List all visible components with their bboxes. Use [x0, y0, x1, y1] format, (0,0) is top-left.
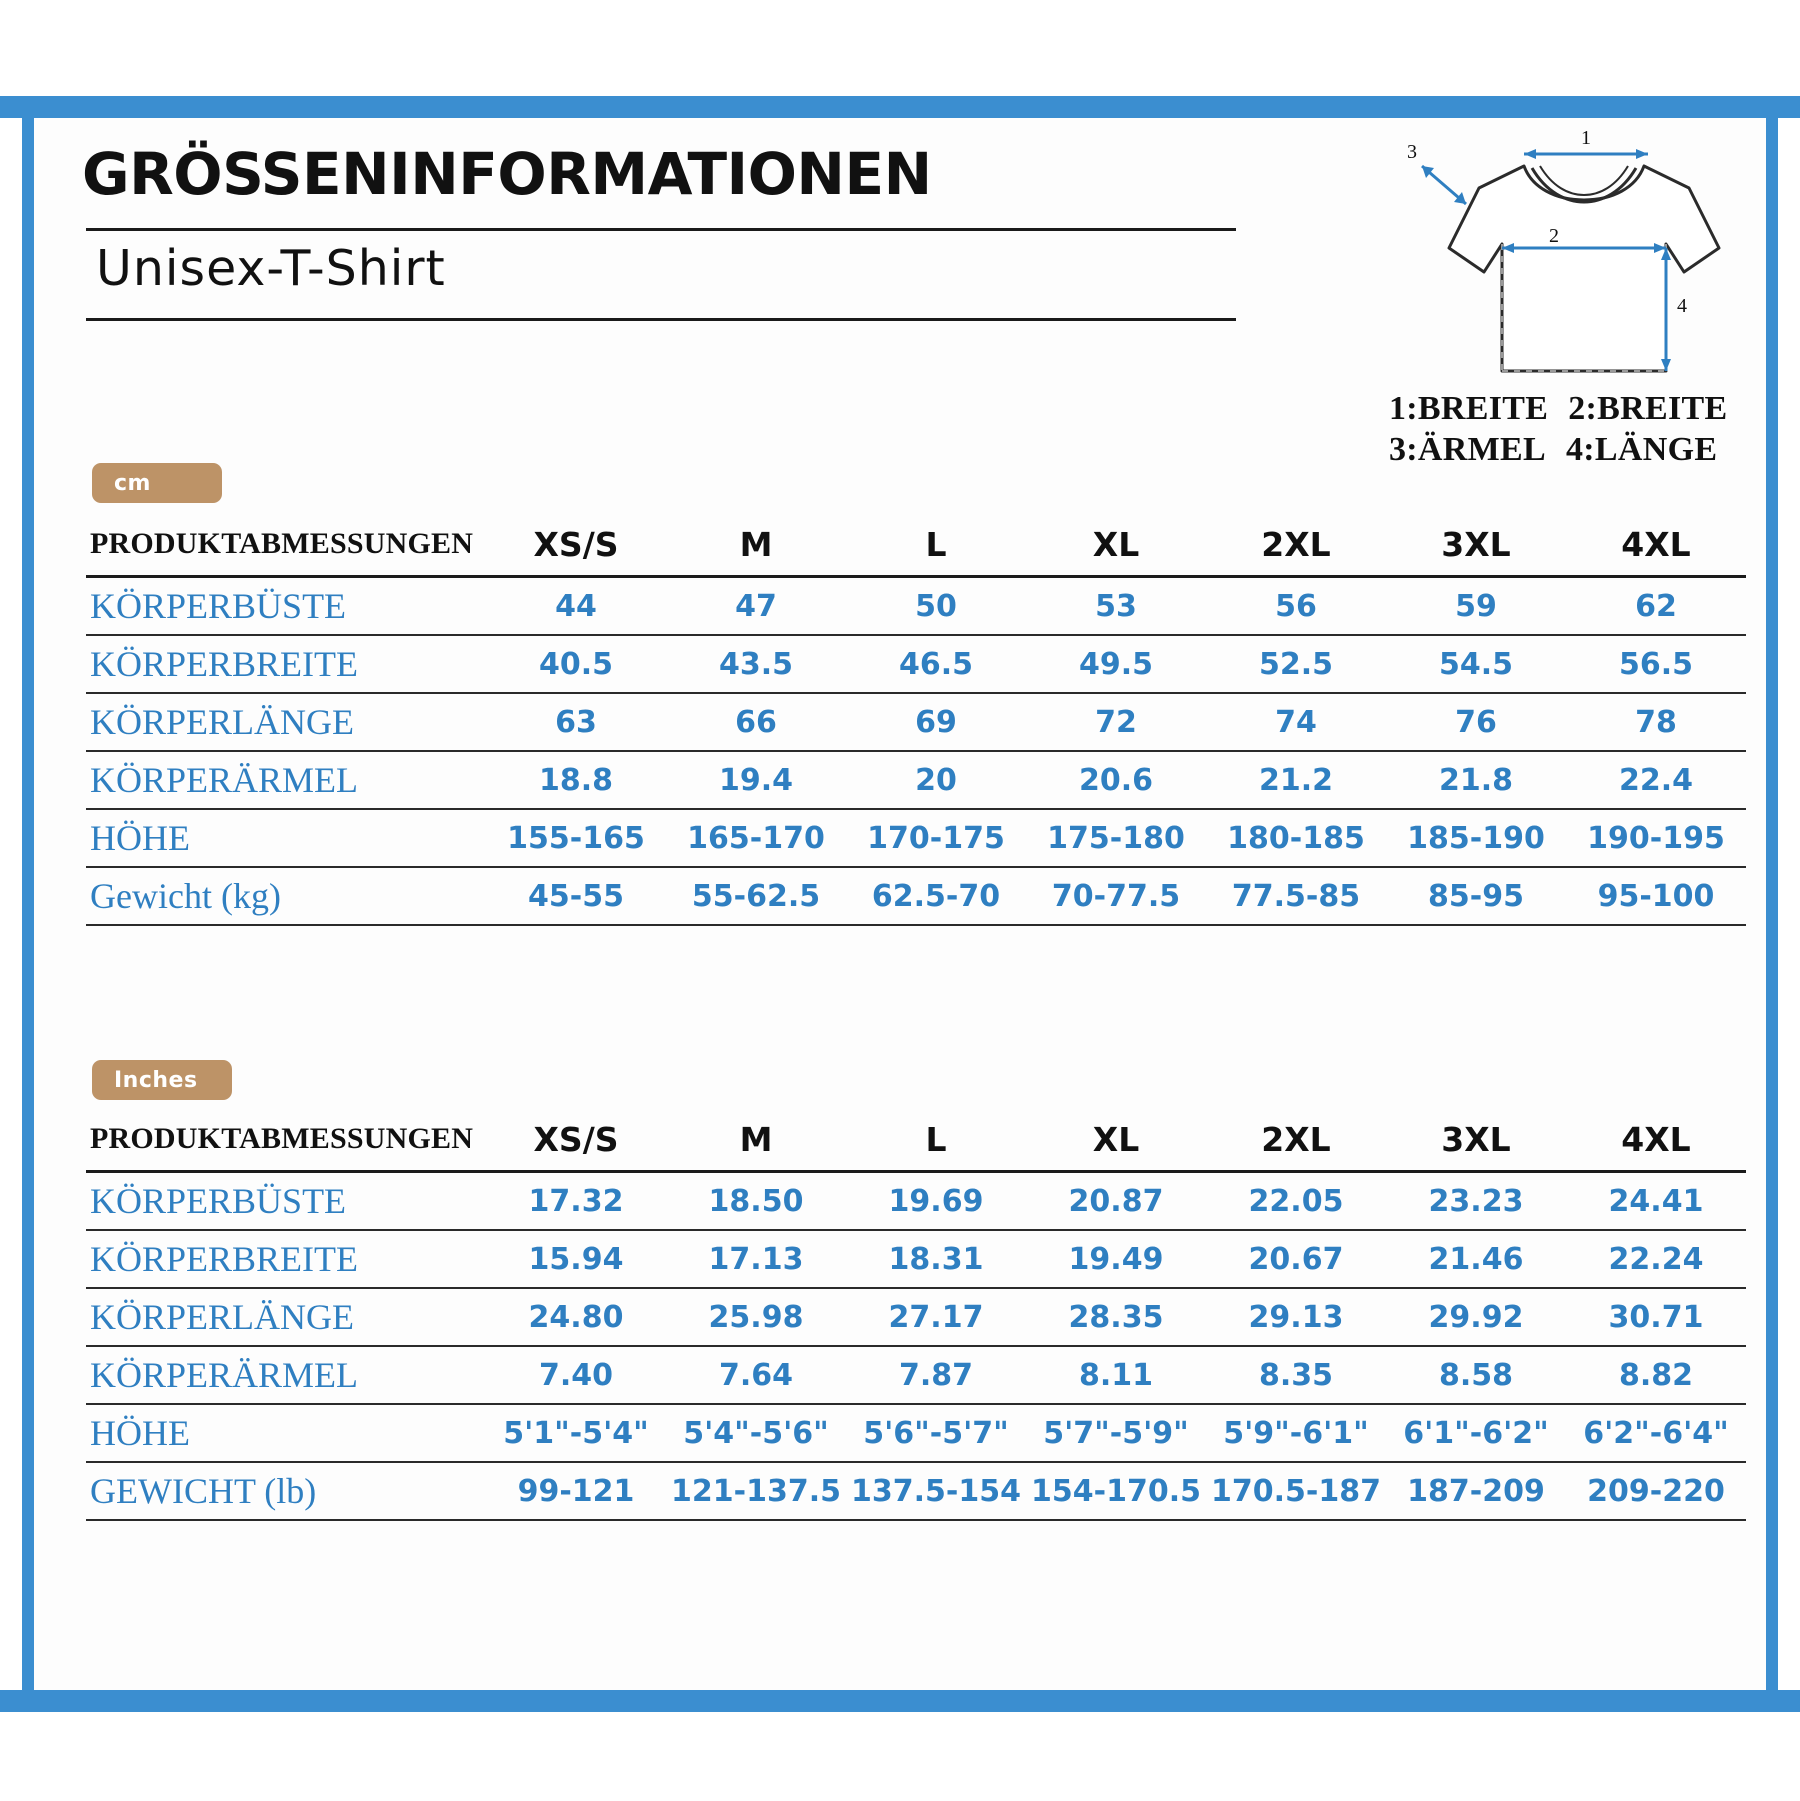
- cell-aermel-xl-in: 8.11: [1026, 1346, 1206, 1404]
- cell-hoehe-2xl-in: 5'9"-6'1": [1206, 1404, 1386, 1462]
- row-label-aermel-cm: KÖRPERÄRMEL: [86, 751, 486, 809]
- column-header-measure-in: PRODUKTABMESSUNGEN: [86, 1108, 486, 1172]
- cell-gewicht-m-kg: 55-62.5: [666, 867, 846, 925]
- cell-buste-xss-cm: 44: [486, 577, 666, 636]
- cell-buste-3xl-in: 23.23: [1386, 1172, 1566, 1231]
- content-inner: [34, 118, 1766, 1690]
- column-header-l-cm: L: [846, 513, 1026, 577]
- cell-buste-xl-in: 20.87: [1026, 1172, 1206, 1231]
- cell-laenge-m-in: 25.98: [666, 1288, 846, 1346]
- row-label-hoehe-cm: HÖHE: [86, 809, 486, 867]
- cell-buste-2xl-cm: 56: [1206, 577, 1386, 636]
- top-accent-bar: [0, 96, 1800, 118]
- row-label-hoehe-in: HÖHE: [86, 1404, 486, 1462]
- bottom-accent-bar: [0, 1690, 1800, 1712]
- cell-buste-xl-cm: 53: [1026, 577, 1206, 636]
- tshirt-icon: [1404, 126, 1764, 396]
- cell-laenge-4xl-in: 30.71: [1566, 1288, 1746, 1346]
- cell-breite-xl-cm: 49.5: [1026, 635, 1206, 693]
- cell-laenge-4xl-cm: 78: [1566, 693, 1746, 751]
- table-row: [86, 635, 1746, 693]
- cell-hoehe-xss-in: 5'1"-5'4": [486, 1404, 666, 1462]
- cell-gewicht-2xl-kg: 77.5-85: [1206, 867, 1386, 925]
- diagram-marker-2: 2: [1549, 225, 1559, 247]
- cell-gewicht-2xl-lb: 170.5-187: [1206, 1462, 1386, 1520]
- column-header-measure-cm: PRODUKTABMESSUNGEN: [86, 513, 486, 577]
- column-header-xl-in: XL: [1026, 1108, 1206, 1172]
- cell-hoehe-xl-in: 5'7"-5'9": [1026, 1404, 1206, 1462]
- cell-aermel-l-in: 7.87: [846, 1346, 1026, 1404]
- table-row: [86, 1346, 1746, 1404]
- column-header-2xl-cm: 2XL: [1206, 513, 1386, 577]
- unit-badge-inches: Inches: [92, 1060, 232, 1100]
- cell-hoehe-4xl-in: 6'2"-6'4": [1566, 1404, 1746, 1462]
- cell-breite-l-cm: 46.5: [846, 635, 1026, 693]
- table-row: [86, 751, 1746, 809]
- cell-breite-xss-in: 15.94: [486, 1230, 666, 1288]
- cell-hoehe-3xl-cm: 185-190: [1386, 809, 1566, 867]
- cell-buste-l-in: 19.69: [846, 1172, 1026, 1231]
- cell-hoehe-m-in: 5'4"-5'6": [666, 1404, 846, 1462]
- divider-top: [86, 228, 1236, 231]
- diagram-legend: [1389, 388, 1789, 471]
- size-table-inches: [86, 1108, 1746, 1521]
- diagram-marker-3: 3: [1407, 141, 1417, 163]
- column-header-m-in: M: [666, 1108, 846, 1172]
- cell-laenge-l-cm: 69: [846, 693, 1026, 751]
- cell-gewicht-4xl-kg: 95-100: [1566, 867, 1746, 925]
- cell-gewicht-xss-lb: 99-121: [486, 1462, 666, 1520]
- table-row: [86, 1172, 1746, 1231]
- column-header-xl-cm: XL: [1026, 513, 1206, 577]
- cell-buste-m-cm: 47: [666, 577, 846, 636]
- size-table-cm: [86, 513, 1746, 926]
- cell-breite-4xl-in: 22.24: [1566, 1230, 1746, 1288]
- row-label-breite-in: KÖRPERBREITE: [86, 1230, 486, 1288]
- cell-breite-m-cm: 43.5: [666, 635, 846, 693]
- cell-aermel-m-cm: 19.4: [666, 751, 846, 809]
- cell-buste-4xl-cm: 62: [1566, 577, 1746, 636]
- row-label-buste-cm: KÖRPERBÜSTE: [86, 577, 486, 636]
- cell-laenge-2xl-cm: 74: [1206, 693, 1386, 751]
- column-header-xss-in: XS/S: [486, 1108, 666, 1172]
- column-header-4xl-cm: 4XL: [1566, 513, 1746, 577]
- column-header-2xl-in: 2XL: [1206, 1108, 1386, 1172]
- table-row: [86, 1230, 1746, 1288]
- cell-breite-3xl-cm: 54.5: [1386, 635, 1566, 693]
- cell-buste-3xl-cm: 59: [1386, 577, 1566, 636]
- cell-breite-l-in: 18.31: [846, 1230, 1026, 1288]
- cell-aermel-xss-cm: 18.8: [486, 751, 666, 809]
- cell-gewicht-xl-kg: 70-77.5: [1026, 867, 1206, 925]
- cell-aermel-xl-cm: 20.6: [1026, 751, 1206, 809]
- cell-breite-3xl-in: 21.46: [1386, 1230, 1566, 1288]
- cell-breite-2xl-cm: 52.5: [1206, 635, 1386, 693]
- cell-laenge-3xl-in: 29.92: [1386, 1288, 1566, 1346]
- legend-item-1: 1:BREITE: [1389, 390, 1549, 427]
- cell-hoehe-3xl-in: 6'1"-6'2": [1386, 1404, 1566, 1462]
- table-row: [86, 577, 1746, 636]
- table-row: [86, 1404, 1746, 1462]
- cell-gewicht-l-lb: 137.5-154: [846, 1462, 1026, 1520]
- cell-hoehe-m-cm: 165-170: [666, 809, 846, 867]
- cell-breite-2xl-in: 20.67: [1206, 1230, 1386, 1288]
- cell-gewicht-m-lb: 121-137.5: [666, 1462, 846, 1520]
- cell-hoehe-2xl-cm: 180-185: [1206, 809, 1386, 867]
- cell-breite-xss-cm: 40.5: [486, 635, 666, 693]
- table-row: [86, 867, 1746, 925]
- cell-gewicht-xl-lb: 154-170.5: [1026, 1462, 1206, 1520]
- cell-buste-4xl-in: 24.41: [1566, 1172, 1746, 1231]
- row-label-buste-in: KÖRPERBÜSTE: [86, 1172, 486, 1231]
- row-label-aermel-in: KÖRPERÄRMEL: [86, 1346, 486, 1404]
- row-label-laenge-cm: KÖRPERLÄNGE: [86, 693, 486, 751]
- cell-aermel-3xl-cm: 21.8: [1386, 751, 1566, 809]
- column-header-4xl-in: 4XL: [1566, 1108, 1746, 1172]
- row-label-gewicht-kg: Gewicht (kg): [86, 867, 486, 925]
- cell-aermel-2xl-in: 8.35: [1206, 1346, 1386, 1404]
- cell-laenge-l-in: 27.17: [846, 1288, 1026, 1346]
- row-label-laenge-in: KÖRPERLÄNGE: [86, 1288, 486, 1346]
- cell-gewicht-3xl-lb: 187-209: [1386, 1462, 1566, 1520]
- cell-gewicht-l-kg: 62.5-70: [846, 867, 1026, 925]
- cell-buste-m-in: 18.50: [666, 1172, 846, 1231]
- cell-aermel-l-cm: 20: [846, 751, 1026, 809]
- page-title: GRÖSSENINFORMATIONEN: [82, 140, 932, 208]
- table-header-row-inches: [86, 1108, 1746, 1172]
- cell-breite-4xl-cm: 56.5: [1566, 635, 1746, 693]
- cell-aermel-2xl-cm: 21.2: [1206, 751, 1386, 809]
- table-row: [86, 693, 1746, 751]
- diagram-marker-4: 4: [1677, 295, 1687, 317]
- cell-aermel-4xl-in: 8.82: [1566, 1346, 1746, 1404]
- column-header-3xl-in: 3XL: [1386, 1108, 1566, 1172]
- column-header-m-cm: M: [666, 513, 846, 577]
- cell-gewicht-4xl-lb: 209-220: [1566, 1462, 1746, 1520]
- cell-breite-m-in: 17.13: [666, 1230, 846, 1288]
- cell-laenge-xl-in: 28.35: [1026, 1288, 1206, 1346]
- cell-aermel-xss-in: 7.40: [486, 1346, 666, 1404]
- cell-laenge-xss-cm: 63: [486, 693, 666, 751]
- table-row: [86, 1288, 1746, 1346]
- cell-aermel-3xl-in: 8.58: [1386, 1346, 1566, 1404]
- cell-hoehe-l-in: 5'6"-5'7": [846, 1404, 1026, 1462]
- cell-hoehe-4xl-cm: 190-195: [1566, 809, 1746, 867]
- cell-laenge-xss-in: 24.80: [486, 1288, 666, 1346]
- diagram-marker-1: 1: [1581, 127, 1591, 149]
- cell-gewicht-3xl-kg: 85-95: [1386, 867, 1566, 925]
- legend-item-2: 2:BREITE: [1568, 390, 1728, 427]
- cell-laenge-xl-cm: 72: [1026, 693, 1206, 751]
- cell-buste-xss-in: 17.32: [486, 1172, 666, 1231]
- row-label-breite-cm: KÖRPERBREITE: [86, 635, 486, 693]
- column-header-3xl-cm: 3XL: [1386, 513, 1566, 577]
- cell-laenge-3xl-cm: 76: [1386, 693, 1566, 751]
- cell-laenge-2xl-in: 29.13: [1206, 1288, 1386, 1346]
- row-label-gewicht-lb: GEWICHT (lb): [86, 1462, 486, 1520]
- table-row: [86, 809, 1746, 867]
- content-frame: [22, 118, 1778, 1690]
- column-header-xss-cm: XS/S: [486, 513, 666, 577]
- column-header-l-in: L: [846, 1108, 1026, 1172]
- cell-hoehe-xss-cm: 155-165: [486, 809, 666, 867]
- legend-item-4: 4:LÄNGE: [1565, 431, 1718, 469]
- page-subtitle: Unisex-T-Shirt: [96, 240, 446, 297]
- cell-aermel-4xl-cm: 22.4: [1566, 751, 1746, 809]
- cell-buste-l-cm: 50: [846, 577, 1026, 636]
- cell-breite-xl-in: 19.49: [1026, 1230, 1206, 1288]
- table-header-row-cm: [86, 513, 1746, 577]
- legend-item-3: 3:ÄRMEL: [1389, 431, 1546, 469]
- table-row: [86, 1462, 1746, 1520]
- cell-laenge-m-cm: 66: [666, 693, 846, 751]
- tshirt-diagram: [1404, 126, 1764, 396]
- divider-bottom: [86, 318, 1236, 321]
- cell-gewicht-xss-kg: 45-55: [486, 867, 666, 925]
- cell-buste-2xl-in: 22.05: [1206, 1172, 1386, 1231]
- cell-aermel-m-in: 7.64: [666, 1346, 846, 1404]
- cell-hoehe-xl-cm: 175-180: [1026, 809, 1206, 867]
- cell-hoehe-l-cm: 170-175: [846, 809, 1026, 867]
- unit-badge-cm: cm: [92, 463, 222, 503]
